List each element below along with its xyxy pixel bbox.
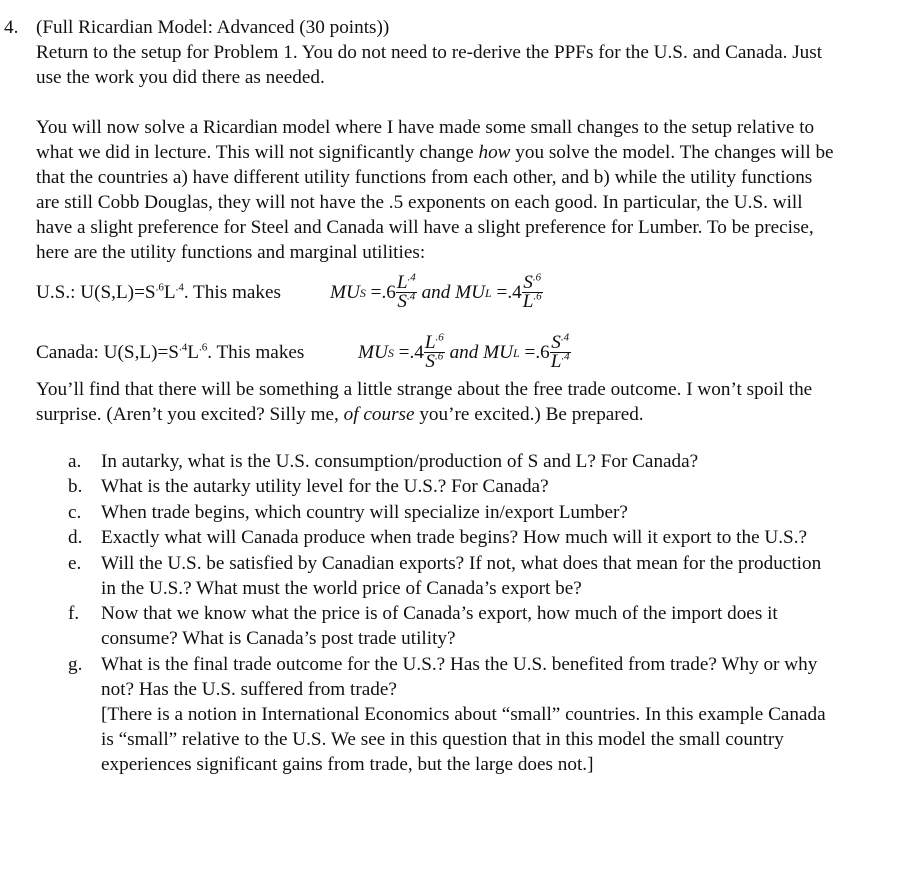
- question-label: f.: [68, 603, 80, 624]
- question-list: [36, 449, 836, 777]
- us-mu-s-coef: .6: [381, 282, 396, 303]
- canada-mid-l: L: [187, 342, 199, 363]
- us-exp-s: .6: [155, 281, 164, 294]
- question-label: a.: [68, 451, 82, 472]
- canada-mu-l-coef: .6: [535, 342, 550, 363]
- us-mid-l: L: [163, 282, 176, 303]
- us-mu-l-den: L: [522, 291, 534, 312]
- question-item-g: [36, 652, 836, 777]
- us-mu-s-fraction: [396, 271, 417, 312]
- question-text: In autarky, what is the U.S. consumption/production of S and L? For Canada?: [101, 451, 699, 472]
- setup-text-2: you solve the model. The changes will be that the countries a) have different utility functions from each other, and b) while the utility functions are still Cobb Douglas, they will not have the .5 exponents on each good. In particular, the U.S. will have a slight preference for Steel and Canada will have a slight preference for Lumber. To be precise, here are the utility functions and marginal utilities:: [36, 142, 834, 263]
- setup-emphasis-how: how: [478, 142, 511, 163]
- question-item-d: [36, 525, 836, 550]
- canada-marginal-utilities: MU S = .4 $\frac{L^{.6}}{S^{.6}}$ and MU L = .6 $\frac{S^{.4}}{L^{.4}}$: [358, 331, 570, 372]
- problem-intro: Return to the setup for Problem 1. You do not need to re-derive the PPFs for the U.S. and Canada. Just use the work you did there as needed.: [36, 42, 823, 88]
- canada-mu-s-num-exp: .6: [435, 331, 444, 344]
- us-mu-s-num-exp: .4: [407, 271, 416, 284]
- question-item-e: [36, 551, 836, 601]
- us-mu-s-num: L: [396, 272, 408, 293]
- question-text: What is the autarky utility level for the U.S.? For Canada?: [101, 476, 549, 497]
- problem-setup-paragraph: [36, 115, 836, 265]
- canada-mu-s-den-exp: .6: [434, 350, 444, 363]
- question-label: g.: [68, 654, 83, 675]
- question-text: Exactly what will Canada produce when trade begins? How much will it export to the U.S.?: [101, 527, 808, 548]
- canada-utility-text: [36, 340, 304, 365]
- us-exp-l: .4: [175, 281, 184, 294]
- problem-outro: [36, 377, 836, 427]
- question-label: e.: [68, 553, 82, 574]
- us-utility-text: [36, 280, 281, 305]
- question-label: b.: [68, 476, 83, 497]
- us-mu-l-fraction: [522, 271, 543, 312]
- us-mu-s-den-exp: .4: [406, 290, 416, 303]
- canada-and: and: [449, 342, 479, 363]
- canada-exp-s: .4: [178, 341, 188, 354]
- us-marginal-utilities: MU S = .6 $\frac{L^{.4}}{S^{.4}}$ and MU L = .4 $\frac{S^{.6}}{L^{.6}}$: [330, 271, 542, 312]
- us-mu-s-den: S: [397, 291, 407, 312]
- canada-mu-l-num: S: [551, 332, 561, 353]
- canada-exp-l: .6: [198, 341, 208, 354]
- canada-mu-s-coef: .4: [409, 342, 424, 363]
- us-mu-l-coef: .4: [507, 282, 522, 303]
- question-item-f: [36, 601, 836, 651]
- problem-title: (Full Ricardian Model: Advanced (30 points)): [36, 17, 390, 38]
- question-text: What is the final trade outcome for the U.S.? Has the U.S. benefited from trade? Why or why not? Has the U.S. suffered from trade?: [101, 654, 818, 700]
- canada-mu-s-den: S: [425, 351, 435, 372]
- question-item-c: [36, 500, 836, 525]
- outro-text-1: You’ll find that there will be something a little strange about the free trade outcome. I won’t spoil the surprise. (Aren’t you excited? Silly me,: [36, 379, 813, 425]
- us-this-makes: . This makes: [183, 282, 281, 303]
- us-mu-l-den-exp: .6: [533, 290, 542, 303]
- us-mu-l-num-exp: .6: [532, 271, 542, 284]
- problem-body: [36, 15, 836, 777]
- canada-this-makes: . This makes: [207, 342, 305, 363]
- us-and: and: [421, 282, 451, 303]
- question-text: Now that we know what the price is of Canada’s export, how much of the import does it consume? What is Canada’s post trade utility?: [101, 603, 778, 649]
- question-text: Will the U.S. be satisfied by Canadian exports? If not, what does that mean for the production in the U.S.? What must the world price of Canada’s export be?: [101, 553, 822, 599]
- canada-utility-line: [36, 325, 836, 380]
- question-text: When trade begins, which country will specialize in/export Lumber?: [101, 502, 628, 523]
- us-utility-label: U.S.: U(S,L)=S: [36, 282, 156, 303]
- us-mu-l-num: S: [523, 272, 533, 293]
- canada-utility-label: Canada: U(S,L)=S: [36, 342, 179, 363]
- question-label: c.: [68, 502, 82, 523]
- setup-text-1: You will now solve a Ricardian model where I have made some small changes to the setup relative to what we did in lecture. This will not significantly change: [36, 117, 815, 163]
- question-label: d.: [68, 527, 83, 548]
- question-item-b: [36, 474, 836, 499]
- canada-mu-l-den: L: [550, 351, 562, 372]
- canada-mu-s-fraction: [424, 331, 445, 372]
- canada-mu-s-num: L: [424, 332, 436, 353]
- question-item-a: [36, 449, 836, 474]
- question-note: [There is a notion in International Economics about “small” countries. In this example Canada is “small” relative to the U.S. We see in this question that in this model the small country experiences significant gains from trade, but the large does not.]: [101, 704, 826, 775]
- problem-number: 4.: [4, 17, 19, 38]
- outro-emphasis: of course: [343, 404, 415, 425]
- us-utility-line: [36, 265, 836, 320]
- outro-text-2: you’re excited.) Be prepared.: [414, 404, 644, 425]
- canada-mu-l-num-exp: .4: [560, 331, 570, 344]
- canada-mu-l-fraction: [550, 331, 571, 372]
- canada-mu-l-den-exp: .4: [561, 350, 570, 363]
